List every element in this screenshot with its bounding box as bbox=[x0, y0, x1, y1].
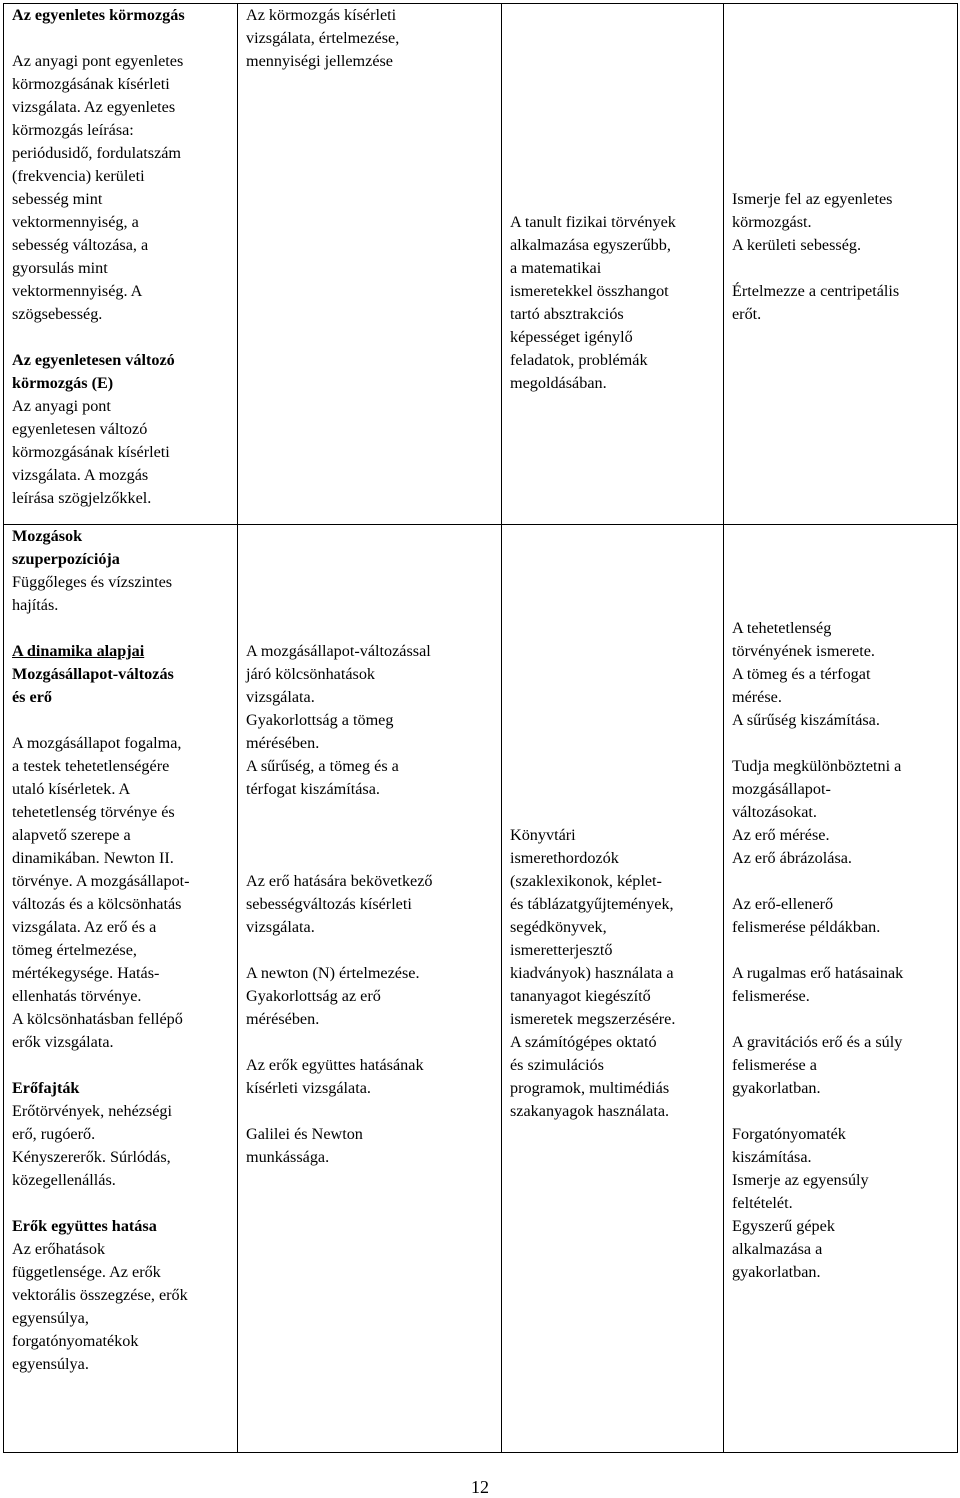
topic-text: Az anyagi pont egyenletesen változó körmozgásának kísérleti vizsgálata. A mozgás leírása szögjelzőkkel. bbox=[12, 397, 170, 507]
activity-cell bbox=[238, 4, 502, 525]
activity-text: A mozgásállapot-változással járó kölcsönhatások vizsgálata. Gyakorlottság a tömeg mérésében. A sűrűség, a tömeg és a térfogat kiszámítása. Az erő hatására bekövetkező sebességváltozás kísérleti vizsgálata. A newton (N) értelmezése. Gyakorlottság az erő mérésében. Az erők együttes hatásának kísérleti vizsgálata. Galilei és Newton munkássága. bbox=[246, 642, 433, 1166]
topic-text bbox=[12, 617, 231, 640]
topic-text: Az anyagi pont egyenletes körmozgásának kísérleti vizsgálata. Az egyenletes körmozgás leírása: periódusidő, fordulatszám (frekvencia) kerületi sebesség mint vektormennyiség, a sebesség változása, a gyorsulás mint vektormennyiség. A szögsebesség. bbox=[12, 52, 184, 323]
topic-text bbox=[12, 1054, 231, 1077]
topic-text: A mozgásállapot fogalma, a testek tehetetlenségére utaló kísérletek. A tehetetlenség törvénye és alapvető szerepe a dinamikában. Newton II. törvénye. A mozgásállapot- változás és a kölcsönhatás vizsgálata. Az erő és a tömeg értelmezése, mértékegysége. Hatás- ellenhatás törvénye. A kölcsönhatásban fellépő erők vizsgálata. bbox=[12, 734, 190, 1051]
skills-cell bbox=[502, 4, 724, 525]
topic-heading: Erők együttes hatása bbox=[12, 1217, 157, 1235]
topic-text bbox=[12, 709, 231, 732]
topic-text bbox=[12, 27, 231, 50]
topic-text bbox=[12, 1192, 231, 1215]
page-number: 12 bbox=[471, 1477, 489, 1497]
topic-heading: A dinamika alapjai bbox=[12, 642, 145, 660]
topic-text bbox=[12, 326, 231, 349]
skills-text: A tanult fizikai törvények alkalmazása egyszerűbb, a matematikai ismeretekkel összhangot tartó absztrakciós képességet igénylő feladatok, problémák megoldásában. bbox=[510, 213, 676, 392]
table-row bbox=[4, 525, 958, 1453]
skills-cell bbox=[502, 525, 724, 1453]
topic-text: Erőtörvények, nehézségi erő, rugóerő. Kényszererők. Súrlódás, közegellenállás. bbox=[12, 1102, 173, 1189]
requirements-text: A tehetetlenség törvényének ismerete. A tömeg és a térfogat mérése. A sűrűség kiszámítása. Tudja megkülönböztetni a mozgásállapot- változásokat. Az erő mérése. Az erő ábrázolása. Az erő-ellenerő felismerése példákban. A rugalmas erő hatásainak felismerése. A gravitációs erő és a súly felismerése a gyakorlatban. Forgatónyomaték kiszámítása. Ismerje az egyensúly feltételét. Egyszerű gépek alkalmazása a gyakorlatban. bbox=[732, 619, 904, 1281]
topic-content bbox=[12, 4, 231, 510]
activity-text: Az körmozgás kísérleti vizsgálata, értelmezése, mennyiségi jellemzése bbox=[246, 6, 400, 70]
topic-text: Függőleges és vízszintes hajítás. bbox=[12, 573, 173, 614]
topic-text: Az erőhatások függetlensége. Az erők vektorális összegzése, erők egyensúlya, forgatónyomatékok egyensúlya. bbox=[12, 1240, 188, 1373]
table-row bbox=[4, 4, 958, 525]
curriculum-table bbox=[3, 3, 958, 1453]
skills-text: Könyvtári ismerethordozók (szaklexikonok, képlet- és táblázatgyűjtemények, segédkönyvek, ismeretterjesztő kiadványok) használata a tananyagot kiegészítő ismeretek megszerzésére. A számítógépes oktató és szimulációs programok, multimédiás szakanyagok használata. bbox=[510, 826, 676, 1120]
requirements-text: Ismerje fel az egyenletes körmozgást. A kerületi sebesség. Értelmezze a centripetális erőt. bbox=[732, 190, 900, 323]
topic-heading: Az egyenletesen változó körmozgás (E) bbox=[12, 351, 175, 392]
requirements-cell bbox=[724, 525, 958, 1453]
topic-heading: Mozgások szuperpozíciója bbox=[12, 527, 120, 568]
topic-heading: Az egyenletes körmozgás bbox=[12, 6, 185, 24]
topic-content bbox=[12, 525, 231, 1376]
topic-cell bbox=[4, 525, 238, 1453]
activity-cell bbox=[238, 525, 502, 1453]
topic-heading: Erőfajták bbox=[12, 1079, 80, 1097]
requirements-cell bbox=[724, 4, 958, 525]
topic-heading: Mozgásállapot-változás és erő bbox=[12, 665, 174, 706]
topic-cell bbox=[4, 4, 238, 525]
